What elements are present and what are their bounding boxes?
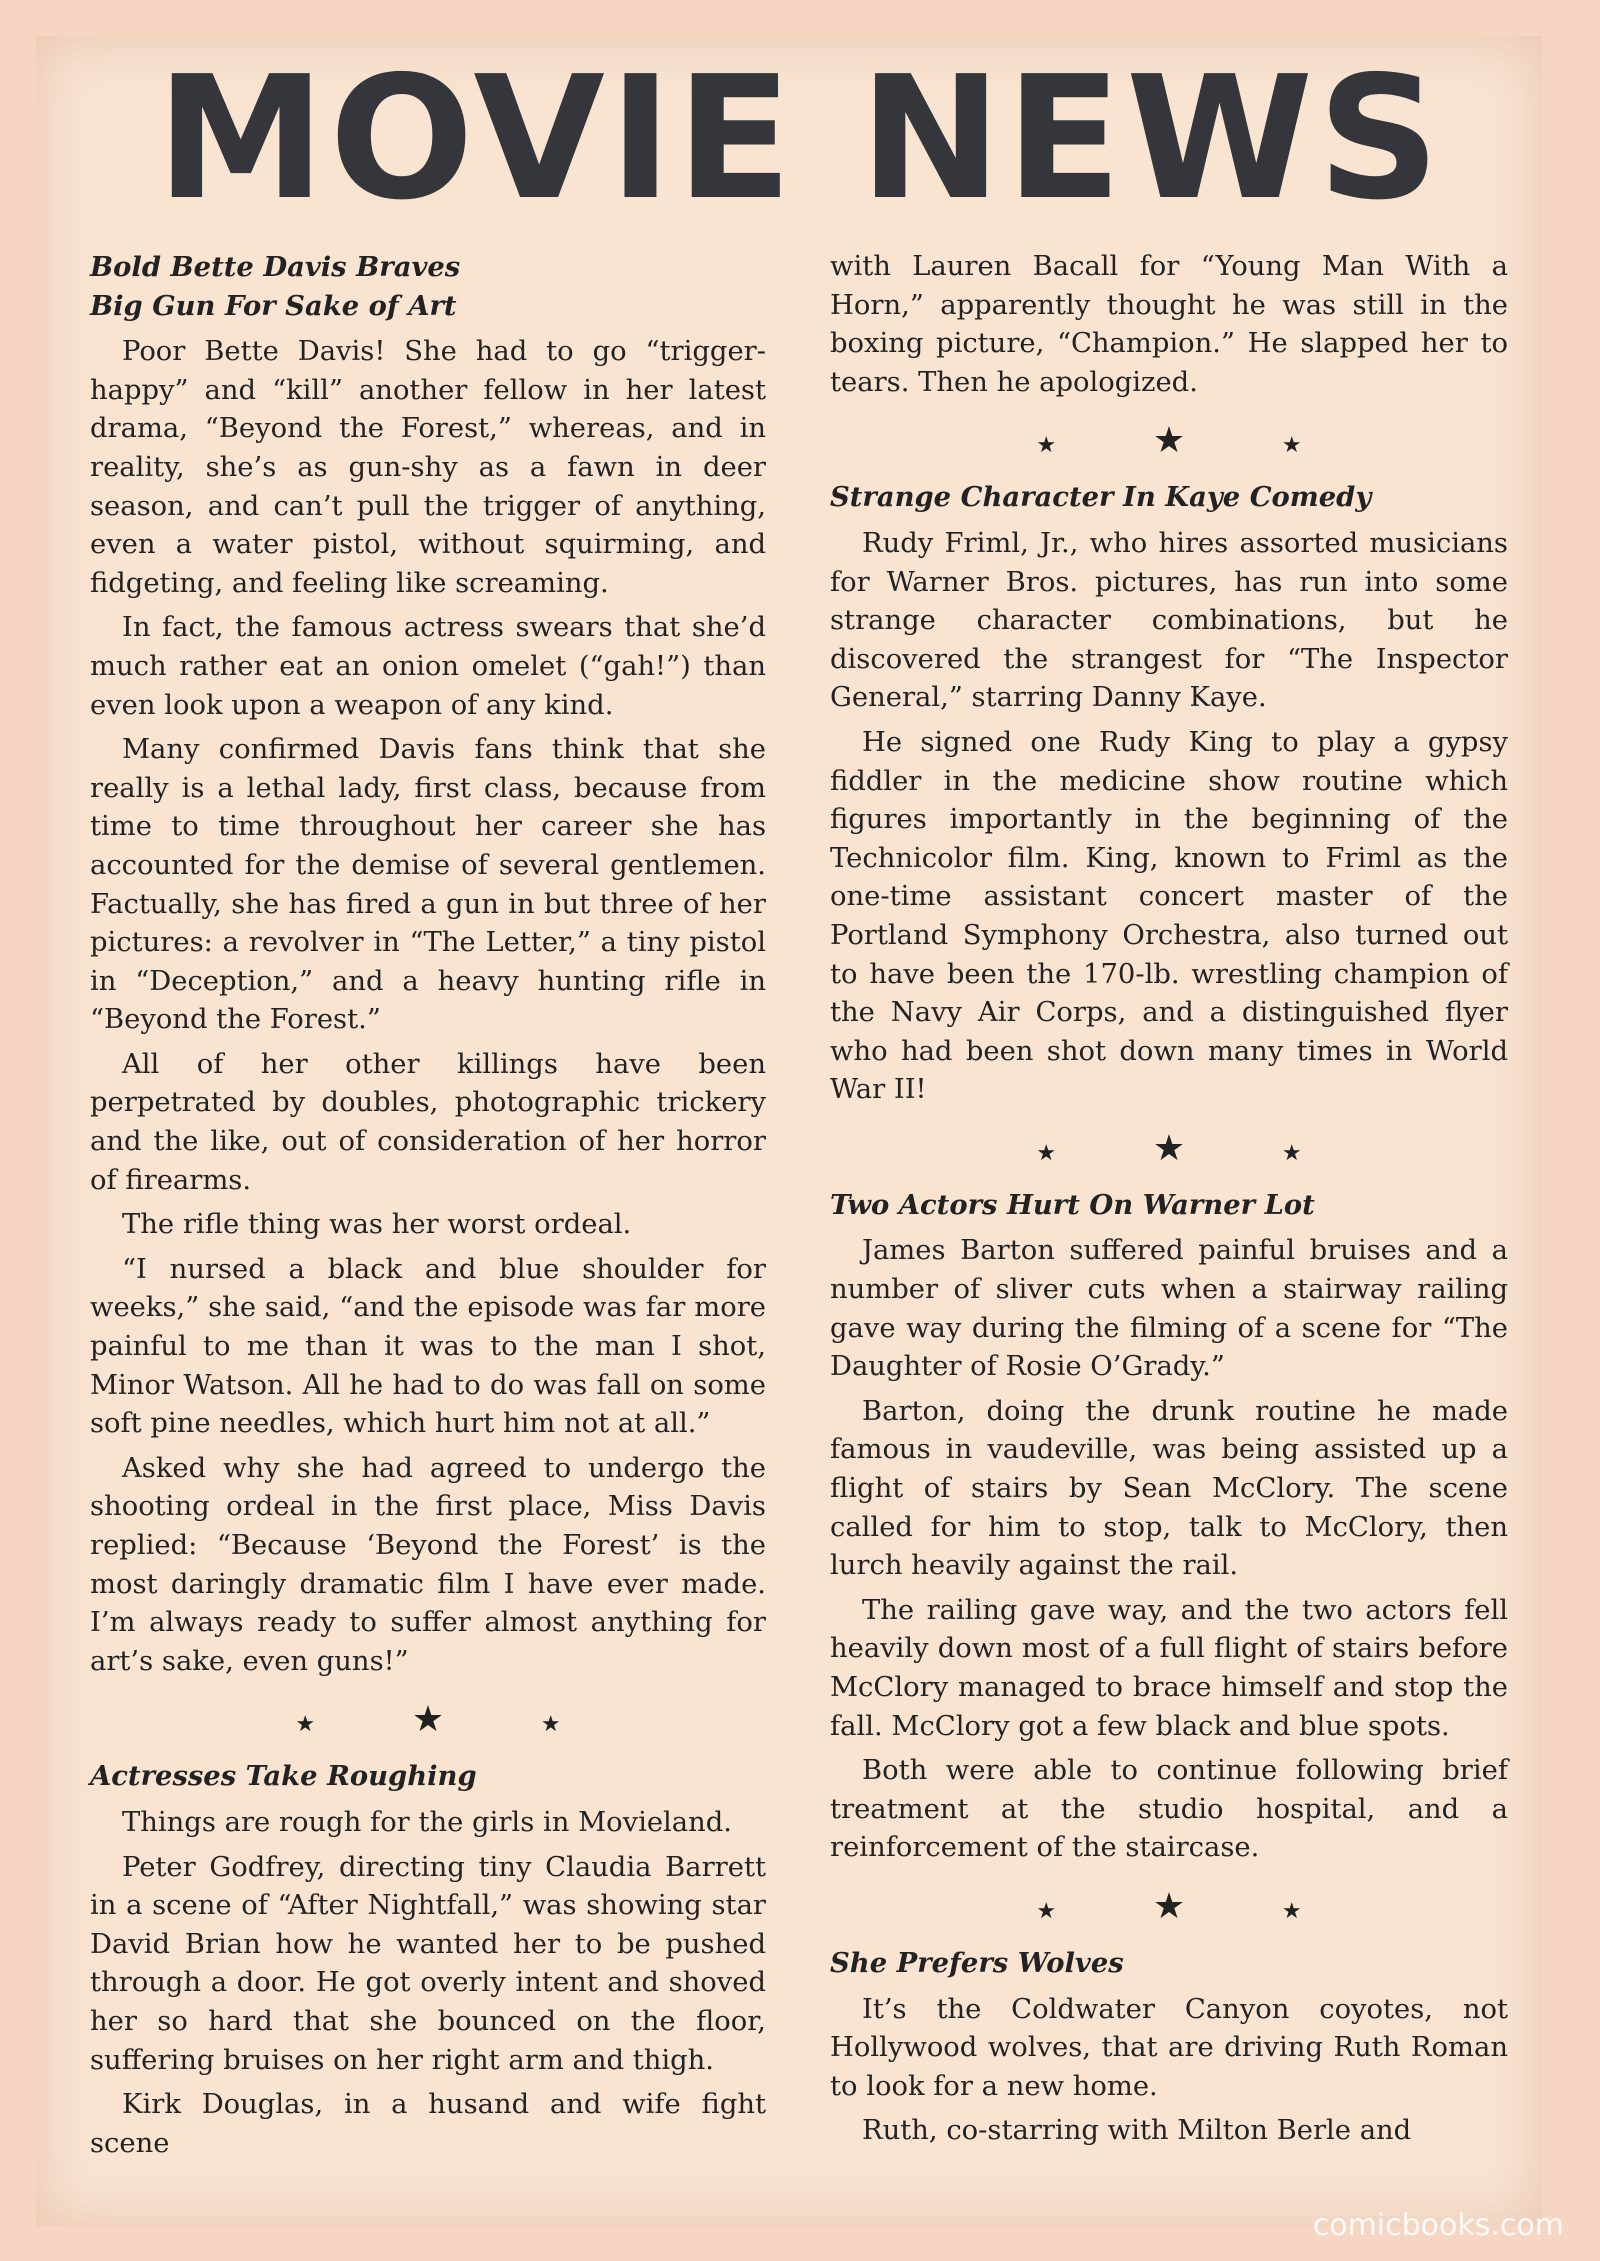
article-headline xyxy=(90,248,766,325)
article-paragraph: Asked why she had agreed to undergo the shooting ordeal in the first place, Miss Davis replied: “Because ‘Beyond the Forest’ is the most daringly dramatic film I have ever made. I’m always ready to suffer almost anything for art’s sake, even guns!” xyxy=(90,1452,766,1677)
page-title: MOVIE NEWS xyxy=(156,40,1444,238)
star-icon: ★ xyxy=(1152,1127,1186,1169)
article-headline: She Prefers Wolves xyxy=(830,1946,1124,1979)
star-separator xyxy=(830,410,1508,472)
watermark: comicbooks.com xyxy=(1312,2208,1564,2243)
article-paragraph: Peter Godfrey, directing tiny Claudia Barrett in a scene of “After Nightfall,” was showing star David Brian how he wanted her to be pushed through a door. He got overly intent and shoved her so hard that she bounced on the floor, suffering bruises on her right arm and thigh. xyxy=(90,1851,766,2076)
article-paragraph: Things are rough for the girls in Movieland. xyxy=(122,1806,733,1838)
star-icon: ★ xyxy=(295,1712,316,1738)
article-paragraph: Many confirmed Davis fans think that she really is a lethal lady, first class, because from time to time throughout her career she has accounted for the demise of several gentlemen. Factually, she has fired a gun in but three of her pictures: a revolver in “The Letter,” a tiny pistol in “Deception,” and a heavy hunting rifle in “Beyond the Forest.” xyxy=(90,734,766,1036)
star-icon: ★ xyxy=(1152,420,1186,462)
article-paragraph: Ruth, co-starring with Milton Berle and xyxy=(862,2115,1412,2147)
article-paragraph: It’s the Coldwater Canyon coyotes, not Hollywood wolves, that are driving Ruth Roman to look for a new home. xyxy=(830,1993,1508,2102)
left-column xyxy=(90,248,766,2169)
star-icon: ★ xyxy=(1281,1898,1302,1924)
right-column xyxy=(830,248,1508,2157)
article-paragraph: All of her other killings have been perpetrated by doubles, photographic trickery and the like, out of consideration of her horror of firearms. xyxy=(90,1048,766,1196)
star-icon: ★ xyxy=(1281,1140,1302,1166)
article-paragraph: James Barton suffered painful bruises and a number of sliver cuts when a stairway railing gave way during the filming of a scene for “The Daughter of Rosie O’Grady.” xyxy=(830,1235,1508,1383)
article-paragraph: Rudy Friml, Jr., who hires assorted musicians for Warner Bros. pictures, has run into some strange character combinations, but he discovered the strangest for “The Inspector General,” starring Danny Kaye. xyxy=(830,527,1508,714)
star-icon: ★ xyxy=(1281,433,1302,459)
article-paragraph: Kirk Douglas, in a husand and wife fight scene xyxy=(90,2089,766,2159)
star-icon: ★ xyxy=(411,1699,445,1741)
star-icon: ★ xyxy=(1036,433,1057,459)
article-paragraph: with Lauren Bacall for “Young Man With a Horn,” apparently thought he was still in the boxing picture, “Champion.” He slapped her to tears. Then he apologized. xyxy=(830,251,1508,398)
article-paragraph: The railing gave way, and the two actors fell heavily down most of a full flight of stairs before McClory managed to brace himself and stop the fall. McClory got a few black and blue spots. xyxy=(830,1594,1508,1742)
article-paragraph: Poor Bette Davis! She had to go “trigger-happy” and “kill” another fellow in her latest drama, “Beyond the Forest,” whereas, and in reality, she’s as gun-shy as a fawn in deer season, and can’t pull the trigger of anything, even a water pistol, without squirming, and fidgeting, and feeling like screaming. xyxy=(90,336,766,599)
article-paragraph: Barton, doing the drunk routine he made famous in vaudeville, was being assisted up a flight of stairs by Sean McClory. The scene called for him to stop, talk to McClory, then lurch heavily against the rail. xyxy=(830,1395,1508,1582)
article-headline: Strange Character In Kaye Comedy xyxy=(830,481,1372,514)
star-icon: ★ xyxy=(1036,1140,1057,1166)
article-paragraph: He signed one Rudy King to play a gypsy fiddler in the medicine show routine which figures importantly in the beginning of the Technicolor film. King, known to Friml as the one-time assistant concert master of the Portland Symphony Orchestra, also turned out to have been the 170-lb. wrestling champion of the Navy Air Corps, and a distinguished flyer who had been shot down many times in World War II! xyxy=(830,726,1508,1106)
headline-line: Bold Bette Davis Braves xyxy=(90,251,461,283)
star-separator xyxy=(830,1118,1508,1180)
article-paragraph: Both were able to continue following brief treatment at the studio hospital, and a reinforcement of the staircase. xyxy=(830,1755,1508,1864)
star-icon: ★ xyxy=(540,1712,561,1738)
article-headline: Actresses Take Roughing xyxy=(90,1760,477,1793)
star-icon: ★ xyxy=(1152,1885,1186,1927)
article-headline: Two Actors Hurt On Warner Lot xyxy=(830,1188,1315,1221)
headline-line: Big Gun For Sake of Art xyxy=(90,289,457,322)
article-paragraph: “I nursed a black and blue shoulder for weeks,” she said, “and the episode was far more painful to me than it was to the man I shot, Minor Watson. All he had to do was fall on some soft pine needles, which hurt him not at all.” xyxy=(90,1253,766,1440)
star-separator xyxy=(90,1689,766,1751)
article-paragraph: The rifle thing was her worst ordeal. xyxy=(122,1209,632,1241)
star-separator xyxy=(830,1876,1508,1938)
star-icon: ★ xyxy=(1036,1898,1057,1924)
article-paragraph: In fact, the famous actress swears that she’d much rather eat an onion omelet (“gah!”) than even look upon a weapon of any kind. xyxy=(90,612,766,721)
